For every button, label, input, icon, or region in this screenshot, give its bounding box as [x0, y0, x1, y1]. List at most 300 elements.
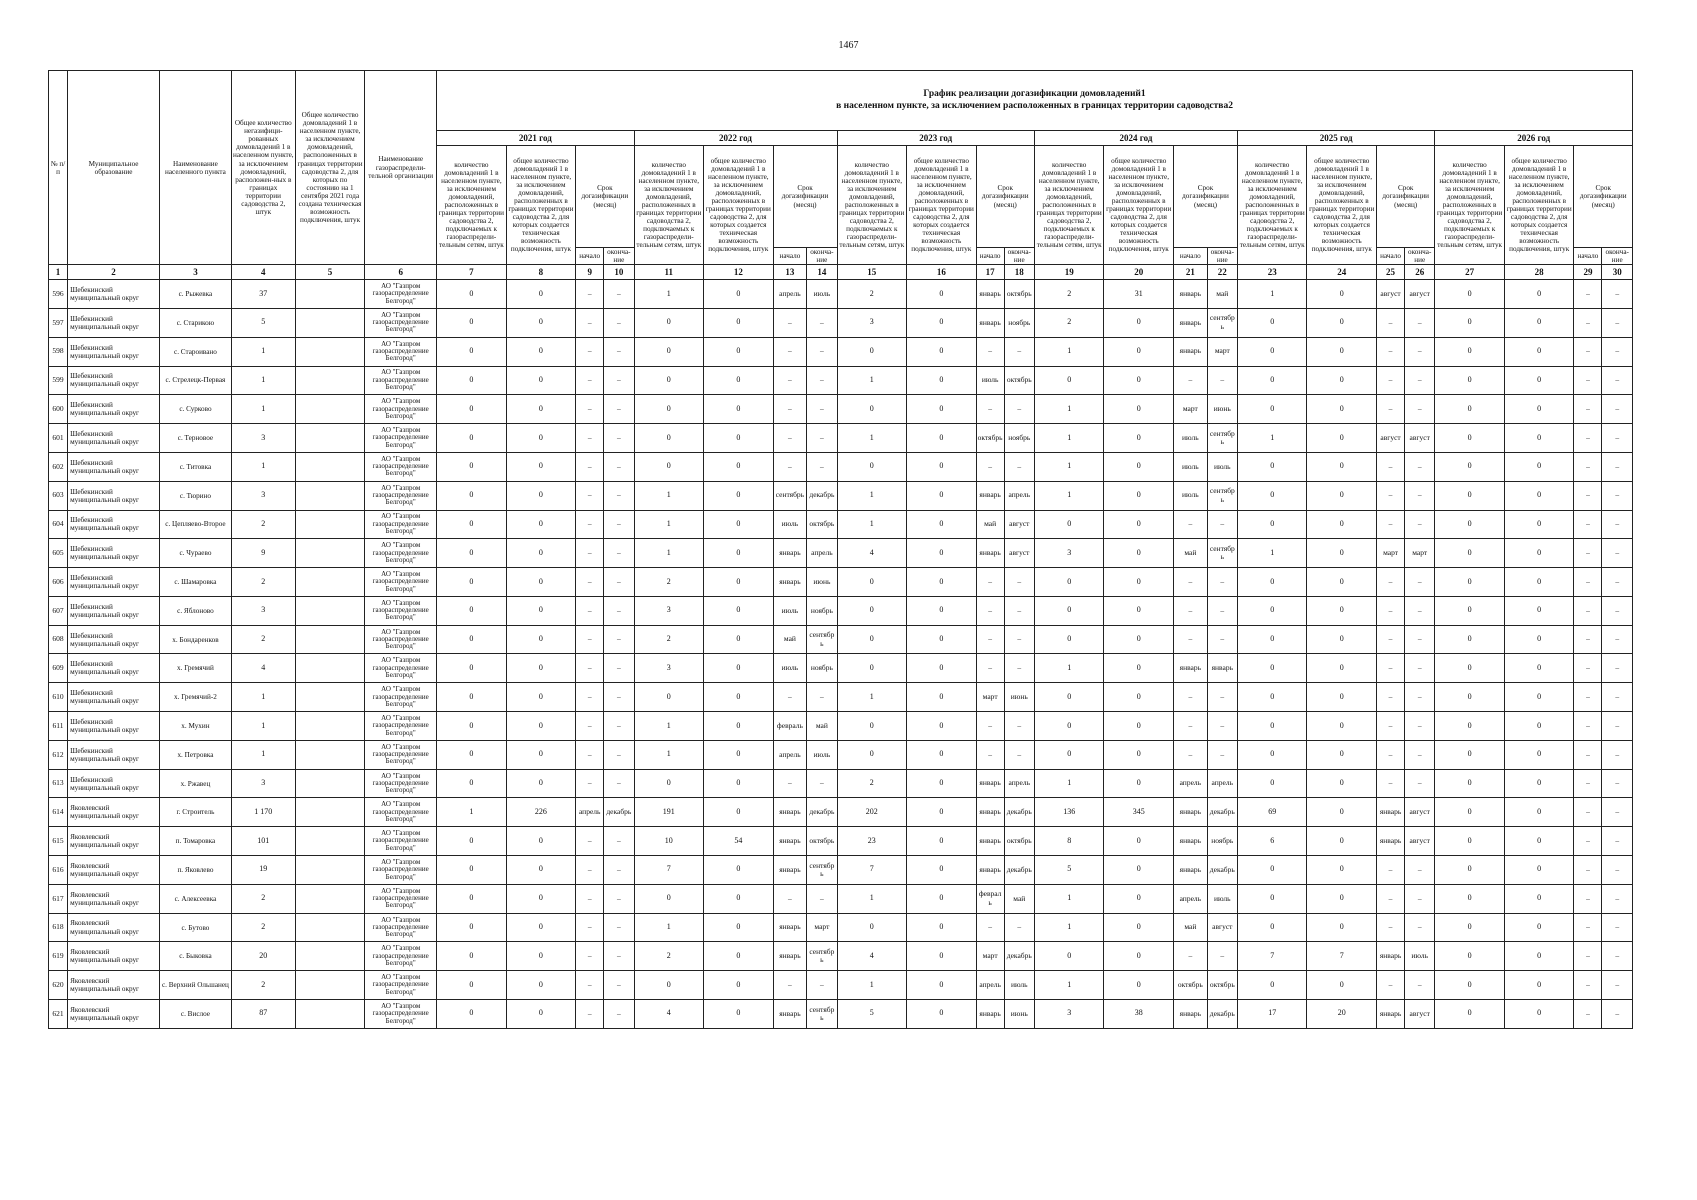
start-month-cell: –: [1377, 712, 1405, 741]
capacity-total-cell: [295, 424, 365, 453]
end-month-cell: –: [1602, 366, 1633, 395]
count-capacity-cell: 0: [907, 654, 977, 683]
municipality-cell: Яковлевский муниципальный округ: [68, 1000, 160, 1029]
end-month-cell: декабрь: [1207, 1000, 1237, 1029]
count-capacity-cell: 0: [1104, 942, 1174, 971]
count-capacity-cell: 0: [907, 337, 977, 366]
count-connected-cell: 0: [1034, 510, 1104, 539]
start-month-cell: –: [773, 395, 807, 424]
count-capacity-cell: 0: [1504, 913, 1574, 942]
count-capacity-cell: 0: [907, 827, 977, 856]
count-capacity-cell: 0: [506, 712, 576, 741]
end-month-cell: сентябрь: [807, 856, 837, 885]
municipality-cell: Шебекинский муниципальный округ: [68, 539, 160, 568]
end-month-cell: –: [1004, 740, 1034, 769]
municipality-cell: Яковлевский муниципальный округ: [68, 913, 160, 942]
end-month-cell: сентябрь: [1207, 308, 1237, 337]
count-connected-cell: 0: [437, 568, 507, 597]
end-month-cell: ноябрь: [1004, 424, 1034, 453]
gas-org-cell: АО "Газпром газораспределение Белгород": [365, 366, 437, 395]
start-month-cell: –: [1377, 308, 1405, 337]
start-month-cell: –: [1377, 510, 1405, 539]
count-connected-cell: 0: [1435, 712, 1505, 741]
municipality-cell: Яковлевский муниципальный округ: [68, 798, 160, 827]
start-month-cell: январь: [1174, 654, 1208, 683]
start-month-cell: –: [1574, 769, 1602, 798]
count-capacity-cell: 0: [506, 942, 576, 971]
row-number: 618: [49, 913, 68, 942]
capacity-total-cell: [295, 913, 365, 942]
schedule-title-line2: в населенном пункте, за исключением расположенных в границах территории садоводства2: [836, 100, 1233, 111]
subheader-count-capacity: общее количество домовладений 1 в населенном пункте, за исключением домовладений, расположенных в границах территории садоводства 2, для которых создается техническая возможность подключения, штук: [1104, 146, 1174, 265]
count-capacity-cell: 0: [506, 856, 576, 885]
count-connected-cell: 1: [1034, 654, 1104, 683]
count-connected-cell: 0: [1237, 740, 1307, 769]
start-month-cell: –: [1574, 481, 1602, 510]
total-cell: 1: [231, 712, 295, 741]
count-connected-cell: 0: [1435, 452, 1505, 481]
count-capacity-cell: 0: [907, 308, 977, 337]
start-month-cell: –: [1574, 1000, 1602, 1029]
municipality-cell: Яковлевский муниципальный округ: [68, 884, 160, 913]
capacity-total-cell: [295, 1000, 365, 1029]
start-month-cell: –: [1574, 712, 1602, 741]
end-month-cell: август: [1405, 424, 1435, 453]
gas-org-cell: АО "Газпром газораспределение Белгород": [365, 337, 437, 366]
start-month-cell: –: [1174, 712, 1208, 741]
column-number: 15: [837, 265, 907, 280]
count-connected-cell: 4: [634, 1000, 704, 1029]
count-connected-cell: 0: [1034, 683, 1104, 712]
count-connected-cell: 5: [1034, 856, 1104, 885]
end-month-cell: –: [807, 769, 837, 798]
end-month-cell: –: [1602, 481, 1633, 510]
start-month-cell: –: [576, 308, 604, 337]
end-month-cell: –: [1405, 654, 1435, 683]
count-capacity-cell: 0: [1307, 769, 1377, 798]
municipality-cell: Шебекинский муниципальный округ: [68, 280, 160, 309]
count-connected-cell: 0: [837, 395, 907, 424]
start-month-cell: январь: [1174, 280, 1208, 309]
end-month-cell: –: [604, 596, 634, 625]
count-connected-cell: 0: [1435, 539, 1505, 568]
end-month-cell: –: [1004, 568, 1034, 597]
count-connected-cell: 0: [634, 884, 704, 913]
settlement-cell: п. Томаровка: [160, 827, 232, 856]
column-number: 27: [1435, 265, 1505, 280]
count-connected-cell: 0: [1034, 712, 1104, 741]
end-month-cell: –: [1602, 856, 1633, 885]
end-month-cell: январь: [1207, 654, 1237, 683]
total-cell: 2: [231, 913, 295, 942]
end-month-cell: –: [1004, 913, 1034, 942]
total-cell: 4: [231, 654, 295, 683]
end-month-cell: –: [1602, 280, 1633, 309]
gas-org-cell: АО "Газпром газораспределение Белгород": [365, 798, 437, 827]
end-month-cell: июль: [1405, 942, 1435, 971]
end-month-cell: –: [604, 308, 634, 337]
count-capacity-cell: 0: [506, 452, 576, 481]
end-month-cell: май: [807, 712, 837, 741]
end-month-cell: июнь: [1004, 1000, 1034, 1029]
start-month-cell: июль: [976, 366, 1004, 395]
row-number: 597: [49, 308, 68, 337]
count-capacity-cell: 0: [506, 971, 576, 1000]
count-connected-cell: 0: [1237, 395, 1307, 424]
start-month-cell: январь: [976, 481, 1004, 510]
start-month-cell: –: [976, 913, 1004, 942]
count-capacity-cell: 0: [704, 366, 774, 395]
count-capacity-cell: 345: [1104, 798, 1174, 827]
count-capacity-cell: 0: [506, 395, 576, 424]
start-month-cell: –: [1574, 539, 1602, 568]
count-connected-cell: 5: [837, 1000, 907, 1029]
count-connected-cell: 0: [1237, 769, 1307, 798]
start-month-cell: –: [576, 712, 604, 741]
count-capacity-cell: 0: [1504, 337, 1574, 366]
end-month-cell: декабрь: [807, 481, 837, 510]
end-month-cell: –: [1207, 683, 1237, 712]
count-connected-cell: 1: [837, 510, 907, 539]
capacity-total-cell: [295, 884, 365, 913]
row-number: 596: [49, 280, 68, 309]
capacity-total-cell: [295, 654, 365, 683]
end-month-cell: –: [604, 971, 634, 1000]
count-capacity-cell: 0: [1104, 740, 1174, 769]
row-number: 611: [49, 712, 68, 741]
column-number: 6: [365, 265, 437, 280]
start-month-cell: –: [576, 568, 604, 597]
gas-org-cell: АО "Газпром газораспределение Белгород": [365, 971, 437, 1000]
settlement-cell: х. Ржавец: [160, 769, 232, 798]
end-month-cell: сентябрь: [807, 942, 837, 971]
count-capacity-cell: 0: [506, 308, 576, 337]
start-month-cell: февраль: [773, 712, 807, 741]
start-month-cell: –: [1574, 395, 1602, 424]
count-connected-cell: 0: [1237, 856, 1307, 885]
end-month-cell: –: [604, 539, 634, 568]
start-month-cell: –: [976, 596, 1004, 625]
header-num: № п/п: [49, 71, 68, 265]
count-capacity-cell: 0: [704, 740, 774, 769]
count-connected-cell: 0: [634, 424, 704, 453]
count-capacity-cell: 0: [1104, 452, 1174, 481]
table-row: [49, 366, 1633, 395]
row-number: 607: [49, 596, 68, 625]
subheader-end: оконча-ние: [807, 248, 837, 265]
count-capacity-cell: 0: [1307, 596, 1377, 625]
count-capacity-cell: 0: [1104, 913, 1174, 942]
capacity-total-cell: [295, 625, 365, 654]
total-cell: 3: [231, 424, 295, 453]
subheader-count-capacity: общее количество домовладений 1 в населенном пункте, за исключением домовладений, расположенных в границах территории садоводства 2, для которых создается техническая возможность подключения, штук: [704, 146, 774, 265]
count-connected-cell: 2: [634, 625, 704, 654]
count-capacity-cell: 0: [1307, 366, 1377, 395]
settlement-cell: с. Чураево: [160, 539, 232, 568]
count-capacity-cell: 0: [704, 337, 774, 366]
gas-org-cell: АО "Газпром газораспределение Белгород": [365, 856, 437, 885]
start-month-cell: –: [1377, 856, 1405, 885]
count-connected-cell: 1: [837, 366, 907, 395]
count-connected-cell: 0: [437, 683, 507, 712]
end-month-cell: –: [1602, 1000, 1633, 1029]
capacity-total-cell: [295, 683, 365, 712]
start-month-cell: –: [576, 654, 604, 683]
end-month-cell: август: [1405, 280, 1435, 309]
start-month-cell: –: [576, 596, 604, 625]
start-month-cell: –: [576, 942, 604, 971]
start-month-cell: апрель: [1174, 769, 1208, 798]
end-month-cell: декабрь: [1207, 798, 1237, 827]
start-month-cell: январь: [773, 568, 807, 597]
capacity-total-cell: [295, 395, 365, 424]
start-month-cell: –: [1377, 971, 1405, 1000]
end-month-cell: июль: [807, 740, 837, 769]
count-capacity-cell: 0: [704, 308, 774, 337]
count-connected-cell: 1: [1034, 337, 1104, 366]
count-capacity-cell: 0: [1504, 884, 1574, 913]
gas-org-cell: АО "Газпром газораспределение Белгород": [365, 625, 437, 654]
count-capacity-cell: 0: [704, 481, 774, 510]
count-connected-cell: 0: [437, 712, 507, 741]
start-month-cell: –: [576, 1000, 604, 1029]
end-month-cell: –: [1602, 424, 1633, 453]
start-month-cell: –: [976, 625, 1004, 654]
table-row: [49, 510, 1633, 539]
end-month-cell: –: [1405, 308, 1435, 337]
settlement-cell: с. Быковка: [160, 942, 232, 971]
count-capacity-cell: 0: [704, 424, 774, 453]
count-capacity-cell: 0: [506, 683, 576, 712]
municipality-cell: Шебекинский муниципальный округ: [68, 654, 160, 683]
count-capacity-cell: 0: [1104, 654, 1174, 683]
row-number: 620: [49, 971, 68, 1000]
end-month-cell: –: [1602, 913, 1633, 942]
total-cell: 1: [231, 683, 295, 712]
count-connected-cell: 0: [1435, 596, 1505, 625]
end-month-cell: –: [1602, 510, 1633, 539]
table-row: [49, 654, 1633, 683]
gas-org-cell: АО "Газпром газораспределение Белгород": [365, 568, 437, 597]
count-connected-cell: 0: [1034, 625, 1104, 654]
count-connected-cell: 2: [634, 568, 704, 597]
count-capacity-cell: 0: [506, 510, 576, 539]
column-number: 1: [49, 265, 68, 280]
count-connected-cell: 0: [1237, 884, 1307, 913]
end-month-cell: июль: [1207, 884, 1237, 913]
end-month-cell: декабрь: [1004, 856, 1034, 885]
count-connected-cell: 7: [634, 856, 704, 885]
start-month-cell: –: [773, 366, 807, 395]
start-month-cell: –: [1377, 625, 1405, 654]
end-month-cell: октябрь: [807, 827, 837, 856]
capacity-total-cell: [295, 827, 365, 856]
start-month-cell: –: [1377, 395, 1405, 424]
start-month-cell: январь: [976, 856, 1004, 885]
subheader-start: начало: [1377, 248, 1405, 265]
total-cell: 1: [231, 740, 295, 769]
table-row: [49, 568, 1633, 597]
settlement-cell: с. Сурково: [160, 395, 232, 424]
count-connected-cell: 0: [1435, 654, 1505, 683]
end-month-cell: –: [604, 424, 634, 453]
count-connected-cell: 0: [437, 510, 507, 539]
settlement-cell: с. Староивано: [160, 337, 232, 366]
gasification-schedule-table: [48, 70, 1633, 1029]
count-capacity-cell: 0: [1104, 884, 1174, 913]
start-month-cell: –: [576, 856, 604, 885]
start-month-cell: январь: [1174, 308, 1208, 337]
start-month-cell: июль: [773, 596, 807, 625]
count-capacity-cell: 0: [1504, 308, 1574, 337]
row-number: 601: [49, 424, 68, 453]
start-month-cell: –: [1174, 625, 1208, 654]
end-month-cell: март: [807, 913, 837, 942]
settlement-cell: п. Яковлево: [160, 856, 232, 885]
column-number: 29: [1574, 265, 1602, 280]
start-month-cell: –: [1174, 596, 1208, 625]
table-header: [49, 71, 1633, 280]
count-capacity-cell: 0: [907, 539, 977, 568]
count-connected-cell: 0: [1034, 740, 1104, 769]
gas-org-cell: АО "Газпром газораспределение Белгород": [365, 769, 437, 798]
row-number: 619: [49, 942, 68, 971]
count-connected-cell: 0: [1237, 510, 1307, 539]
total-cell: 2: [231, 510, 295, 539]
count-capacity-cell: 0: [907, 740, 977, 769]
count-capacity-cell: 0: [704, 683, 774, 712]
column-number: 9: [576, 265, 604, 280]
municipality-cell: Яковлевский муниципальный округ: [68, 971, 160, 1000]
end-month-cell: –: [1004, 452, 1034, 481]
count-connected-cell: 0: [634, 971, 704, 1000]
table-row: [49, 337, 1633, 366]
start-month-cell: январь: [1377, 827, 1405, 856]
table-row: [49, 596, 1633, 625]
end-month-cell: июль: [807, 280, 837, 309]
end-month-cell: август: [1004, 539, 1034, 568]
end-month-cell: ноябрь: [807, 596, 837, 625]
count-capacity-cell: 20: [1307, 1000, 1377, 1029]
start-month-cell: январь: [1174, 798, 1208, 827]
start-month-cell: –: [1574, 654, 1602, 683]
start-month-cell: –: [1574, 280, 1602, 309]
count-connected-cell: 0: [837, 913, 907, 942]
table-row: [49, 827, 1633, 856]
count-connected-cell: 1: [634, 280, 704, 309]
table-row: [49, 769, 1633, 798]
end-month-cell: –: [1602, 712, 1633, 741]
count-connected-cell: 0: [1034, 366, 1104, 395]
municipality-cell: Шебекинский муниципальный округ: [68, 395, 160, 424]
total-cell: 1: [231, 452, 295, 481]
municipality-cell: Яковлевский муниципальный округ: [68, 856, 160, 885]
municipality-cell: Шебекинский муниципальный округ: [68, 452, 160, 481]
count-capacity-cell: 0: [704, 280, 774, 309]
municipality-cell: Шебекинский муниципальный округ: [68, 769, 160, 798]
total-cell: 3: [231, 769, 295, 798]
count-connected-cell: 0: [1237, 625, 1307, 654]
count-connected-cell: 0: [1435, 971, 1505, 1000]
count-capacity-cell: 0: [1504, 740, 1574, 769]
settlement-cell: с. Тюрино: [160, 481, 232, 510]
settlement-cell: с. Вислое: [160, 1000, 232, 1029]
table-row: [49, 452, 1633, 481]
count-capacity-cell: 0: [1504, 856, 1574, 885]
count-connected-cell: 1: [634, 712, 704, 741]
subheader-count-capacity: общее количество домовладений 1 в населенном пункте, за исключением домовладений, расположенных в границах территории садоводства 2, для которых создается техническая возможность подключения, штук: [907, 146, 977, 265]
start-month-cell: март: [1174, 395, 1208, 424]
count-connected-cell: 0: [837, 740, 907, 769]
count-connected-cell: 0: [437, 942, 507, 971]
count-capacity-cell: 0: [907, 481, 977, 510]
start-month-cell: июль: [1174, 481, 1208, 510]
count-capacity-cell: 0: [1307, 308, 1377, 337]
start-month-cell: –: [1377, 337, 1405, 366]
total-cell: 1: [231, 395, 295, 424]
count-connected-cell: 1: [837, 971, 907, 1000]
year-header: 2022 год: [634, 131, 837, 146]
start-month-cell: –: [1377, 884, 1405, 913]
count-connected-cell: 0: [437, 769, 507, 798]
subheader-count-connected: количество домовладений 1 в населенном пункте, за исключением домовладений, расположенных в границах территории садоводства 2, подключаемых к газораспредели-тельным сетям, штук: [634, 146, 704, 265]
count-connected-cell: 0: [437, 481, 507, 510]
gas-org-cell: АО "Газпром газораспределение Белгород": [365, 395, 437, 424]
end-month-cell: июль: [1207, 452, 1237, 481]
row-number: 599: [49, 366, 68, 395]
column-number: 25: [1377, 265, 1405, 280]
column-number: 4: [231, 265, 295, 280]
column-number: 24: [1307, 265, 1377, 280]
count-connected-cell: 0: [1237, 337, 1307, 366]
subheader-count-connected: количество домовладений 1 в населенном пункте, за исключением домовладений, расположенных в границах территории садоводства 2, подключаемых к газораспредели-тельным сетям, штук: [437, 146, 507, 265]
end-month-cell: –: [1405, 740, 1435, 769]
settlement-cell: с. Старикою: [160, 308, 232, 337]
start-month-cell: январь: [1174, 856, 1208, 885]
end-month-cell: –: [1004, 625, 1034, 654]
count-capacity-cell: 0: [1504, 424, 1574, 453]
count-capacity-cell: 0: [1104, 596, 1174, 625]
settlement-cell: с. Шамаровка: [160, 568, 232, 597]
count-capacity-cell: 0: [1307, 827, 1377, 856]
end-month-cell: апрель: [1004, 769, 1034, 798]
end-month-cell: –: [1602, 884, 1633, 913]
count-connected-cell: 0: [437, 1000, 507, 1029]
total-cell: 2: [231, 568, 295, 597]
count-capacity-cell: 0: [907, 1000, 977, 1029]
count-connected-cell: 0: [1435, 366, 1505, 395]
count-connected-cell: 0: [437, 452, 507, 481]
total-cell: 101: [231, 827, 295, 856]
count-capacity-cell: 0: [506, 1000, 576, 1029]
count-connected-cell: 0: [634, 769, 704, 798]
row-number: 608: [49, 625, 68, 654]
start-month-cell: –: [576, 280, 604, 309]
end-month-cell: апрель: [1004, 481, 1034, 510]
count-capacity-cell: 0: [907, 596, 977, 625]
table-row: [49, 942, 1633, 971]
table-row: [49, 856, 1633, 885]
start-month-cell: –: [1377, 769, 1405, 798]
count-connected-cell: 17: [1237, 1000, 1307, 1029]
end-month-cell: –: [1602, 452, 1633, 481]
row-number: 602: [49, 452, 68, 481]
start-month-cell: –: [976, 452, 1004, 481]
total-cell: 87: [231, 1000, 295, 1029]
table-row: [49, 308, 1633, 337]
count-connected-cell: 0: [634, 452, 704, 481]
end-month-cell: сентябрь: [807, 625, 837, 654]
